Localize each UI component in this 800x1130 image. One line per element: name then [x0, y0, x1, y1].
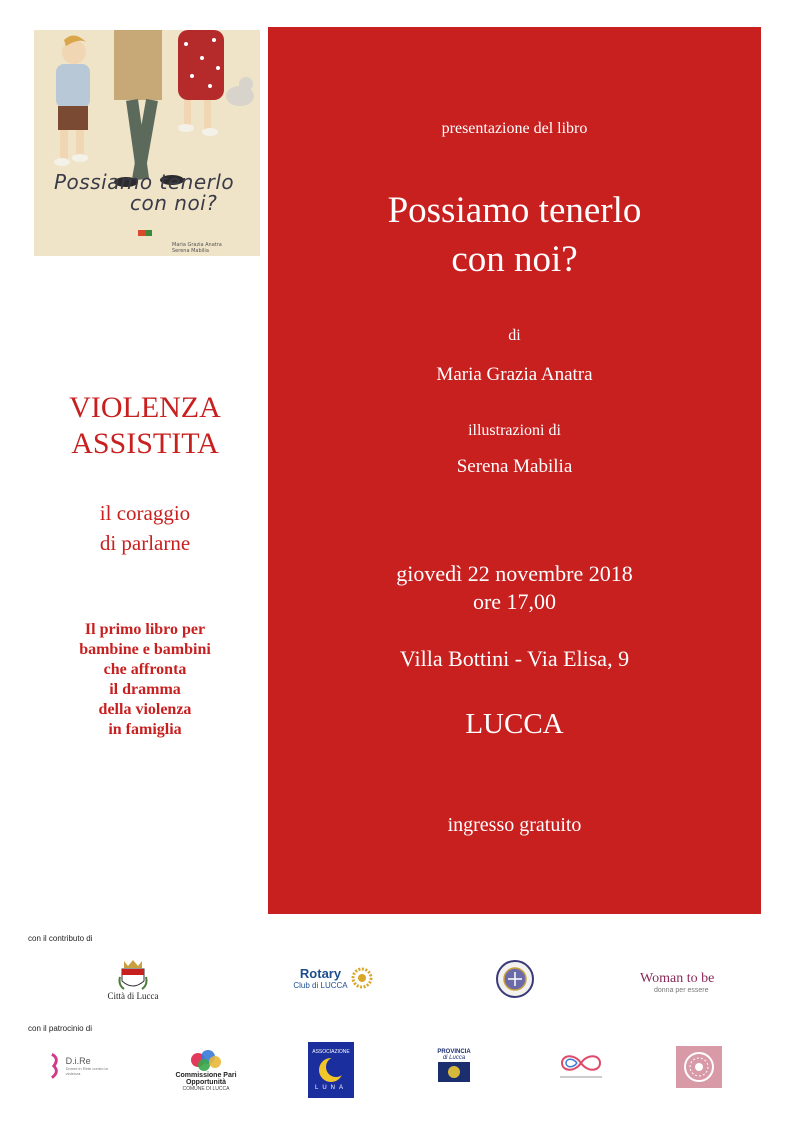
- rotary-name: Rotary: [299, 966, 342, 981]
- commissione-line2: Opportunità: [185, 1078, 227, 1086]
- rotary-club: Club di LUCCA: [293, 981, 348, 990]
- ornament-icon: [682, 1050, 716, 1084]
- commissione-pari-opportunita-logo: [174, 1044, 238, 1096]
- cover-title: Possiamo tenerlo con noi?: [54, 170, 235, 215]
- associazione-luna-logo: [308, 1042, 354, 1098]
- dire-name: D.i.Re: [65, 1056, 91, 1066]
- provincia-line1: PROVINCIA: [437, 1049, 471, 1055]
- citta-di-lucca-logo: [100, 952, 166, 1006]
- book-cover-image: [34, 30, 260, 256]
- by-label: di: [508, 327, 521, 344]
- author-name: Maria Grazia Anatra: [436, 364, 593, 385]
- presentation-label: presentazione del libro: [441, 120, 588, 137]
- moon-icon: [316, 1055, 346, 1085]
- woman-to-be-logo: [640, 966, 730, 998]
- entry-info: ingresso gratuito: [447, 814, 582, 836]
- woman-to-be-tagline: donna per essere: [654, 986, 709, 994]
- illustrations-label: illustrazioni di: [468, 422, 561, 439]
- rotary-wheel-icon: [351, 967, 373, 989]
- patronage-label: con il patrocinio di: [28, 1024, 93, 1033]
- colored-circles-icon: [186, 1048, 226, 1072]
- contribution-label: con il contributo di: [28, 934, 93, 943]
- emblem-icon: [495, 959, 535, 999]
- infinity-symbol-logo: [550, 1048, 612, 1082]
- dire-symbol-icon: [48, 1052, 62, 1080]
- provincia-emblem-icon: [437, 1061, 471, 1083]
- dire-subtitle: Donne in Rete contro la violenza: [65, 1066, 108, 1076]
- book-title: Possiamo tenerlo con noi?: [387, 190, 642, 280]
- commissione-line3: COMUNE DI LUCCA: [182, 1085, 230, 1092]
- club-emblem-logo: [494, 958, 536, 1000]
- event-city: LUCCA: [465, 708, 564, 740]
- cover-authors: Maria Grazia Anatra Serena Mabilia: [172, 242, 222, 254]
- illustrator-name: Serena Mabilia: [456, 456, 573, 477]
- violence-heading: VIOLENZA ASSISTITA: [69, 391, 221, 460]
- circular-art-logo: [676, 1046, 722, 1088]
- rotary-logo: [286, 958, 380, 998]
- citta-label: Città di Lucca: [107, 991, 159, 1001]
- coat-of-arms-icon: [118, 957, 148, 991]
- luna-label: LUNA: [314, 1085, 347, 1091]
- provincia-line2: di Lucca: [442, 1055, 466, 1061]
- cover-illustration: [34, 30, 260, 256]
- book-description: Il primo libro per bambine e bambini che affronta il dramma della violenza in famiglia: [79, 621, 211, 738]
- provincia-di-lucca-logo: [432, 1046, 476, 1086]
- event-datetime: giovedì 22 novembre 2018 ore 17,00: [396, 561, 633, 614]
- event-venue: Villa Bottini - Via Elisa, 9: [399, 646, 630, 671]
- woman-to-be-name: Woman to be: [640, 970, 715, 986]
- infinity-icon: [556, 1051, 606, 1079]
- associazione-label: ASSOCIAZIONE: [312, 1049, 350, 1055]
- commissione-line1: Commissione Pari: [175, 1071, 237, 1079]
- dire-logo: [48, 1050, 122, 1082]
- courage-subtitle: il coraggio di parlarne: [99, 501, 191, 555]
